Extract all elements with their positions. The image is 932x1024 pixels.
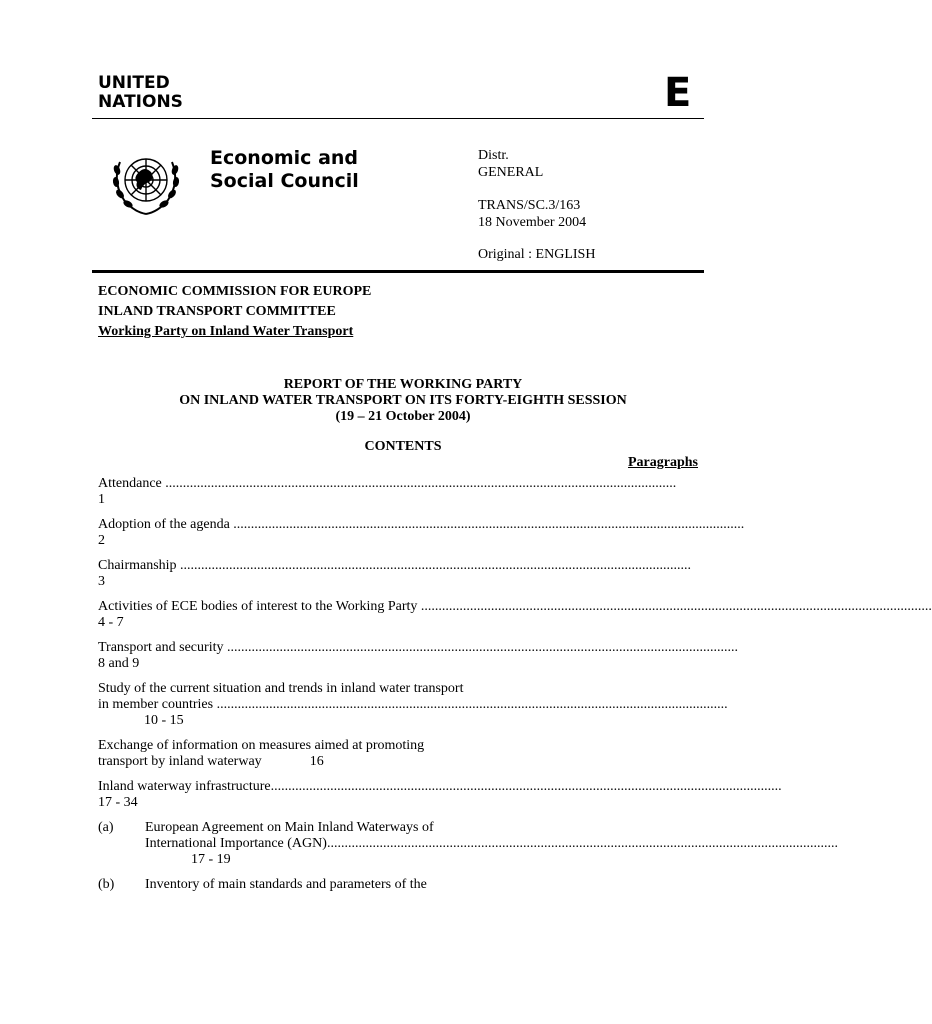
distr-value: GENERAL: [478, 165, 544, 180]
toc-para: 2: [98, 533, 105, 548]
report-title-line2: ON INLAND WATER TRANSPORT ON ITS FORTY-EIGHTH SESSION: [179, 393, 627, 408]
toc-entry-infrastructure: Inland waterway infrastructure.................................................................................................................................................. 17 - 34: [98, 779, 782, 810]
header-rule-thick: [92, 270, 704, 273]
toc-entry-trends: Study of the current situation and trends in inland water transport in member countries .................................................................................................................................................. 10 - 15: [98, 681, 728, 728]
un-name: [98, 74, 183, 112]
toc-para: 17 - 34: [98, 795, 138, 810]
toc-title: Transport and security: [98, 640, 224, 655]
toc-para: 4 - 7: [98, 615, 124, 630]
un-emblem-icon: [106, 148, 186, 220]
contents-heading: CONTENTS: [364, 439, 442, 454]
toc-title-line1: Inventory of main standards and parameters of the: [145, 877, 427, 892]
toc-entry-chairmanship: Chairmanship .................................................................................................................................................. 3: [98, 558, 692, 589]
toc-para: 10 - 15: [144, 713, 184, 728]
council-line2: Social Council: [210, 170, 359, 192]
toc-entry-ece-activities: Activities of ECE bodies of interest to the Working Party .................................................................................................................................................. 4 - 7: [98, 599, 932, 630]
report-title-line1: REPORT OF THE WORKING PARTY: [283, 377, 523, 392]
original-language: Original : ENGLISH: [478, 247, 596, 262]
org-line2: NATIONS: [98, 92, 183, 112]
toc-para: 8 and 9: [98, 656, 140, 671]
working-party-name: Working Party on Inland Water Transport: [98, 324, 354, 339]
series-letter: E: [664, 70, 692, 116]
toc-title: Attendance: [98, 476, 162, 491]
toc-entry-attendance: Attendance .................................................................................................................................................. 1: [98, 476, 677, 507]
toc-title: Adoption of the agenda: [98, 517, 230, 532]
report-title-line3: (19 – 21 October 2004): [335, 409, 471, 424]
distr-label: Distr.: [478, 148, 509, 163]
report-title: [0, 377, 806, 425]
toc-title-line1: Study of the current situation and trends in inland water transport: [98, 681, 464, 696]
council-name: [210, 147, 359, 193]
toc-title-line2: International Importance (AGN): [145, 836, 327, 851]
distribution: [478, 147, 543, 181]
toc-entry-agenda: Adoption of the agenda .................................................................................................................................................. 2: [98, 517, 745, 548]
toc-title: Activities of ECE bodies of interest to the Working Party: [98, 599, 418, 614]
toc-title-line2: in member countries: [98, 697, 214, 712]
toc-para: 17 - 19: [191, 852, 231, 867]
toc-sub-label: (b): [98, 877, 115, 892]
header-rule: [92, 118, 704, 119]
document-date: 18 November 2004: [478, 215, 587, 230]
org-line1: UNITED: [98, 73, 170, 93]
toc-para: 1: [98, 492, 105, 507]
toc-title: Chairmanship: [98, 558, 177, 573]
commission-line1: ECONOMIC COMMISSION FOR EUROPE: [98, 284, 372, 299]
document-symbol-block: [478, 197, 586, 231]
toc-subentry-agn: (a) European Agreement on Main Inland Waterways of International Importance (AGN).................................................................................................................................................. 17 - 19: [98, 820, 838, 867]
table-of-contents: [98, 476, 932, 902]
toc-title-line1: Exchange of information on measures aimed at promoting: [98, 738, 425, 753]
toc-para: 16: [309, 754, 324, 769]
document-symbol: TRANS/SC.3/163: [478, 198, 581, 213]
toc-title-line2: transport by inland waterway: [98, 754, 262, 769]
commission-line2: INLAND TRANSPORT COMMITTEE: [98, 304, 336, 319]
toc-para: 3: [98, 574, 105, 589]
toc-entry-information-exchange: [98, 738, 618, 770]
commission-block: [98, 282, 371, 342]
toc-title: Inland waterway infrastructure: [98, 779, 271, 794]
toc-entry-security: Transport and security .................................................................................................................................................. 8 and 9: [98, 640, 738, 671]
toc-sub-label: (a): [98, 820, 114, 835]
paragraphs-heading: Paragraphs: [628, 455, 698, 470]
council-line1: Economic and: [210, 147, 359, 169]
toc-title-line1: European Agreement on Main Inland Waterways of: [145, 820, 434, 835]
toc-subentry-inventory: [98, 877, 618, 893]
